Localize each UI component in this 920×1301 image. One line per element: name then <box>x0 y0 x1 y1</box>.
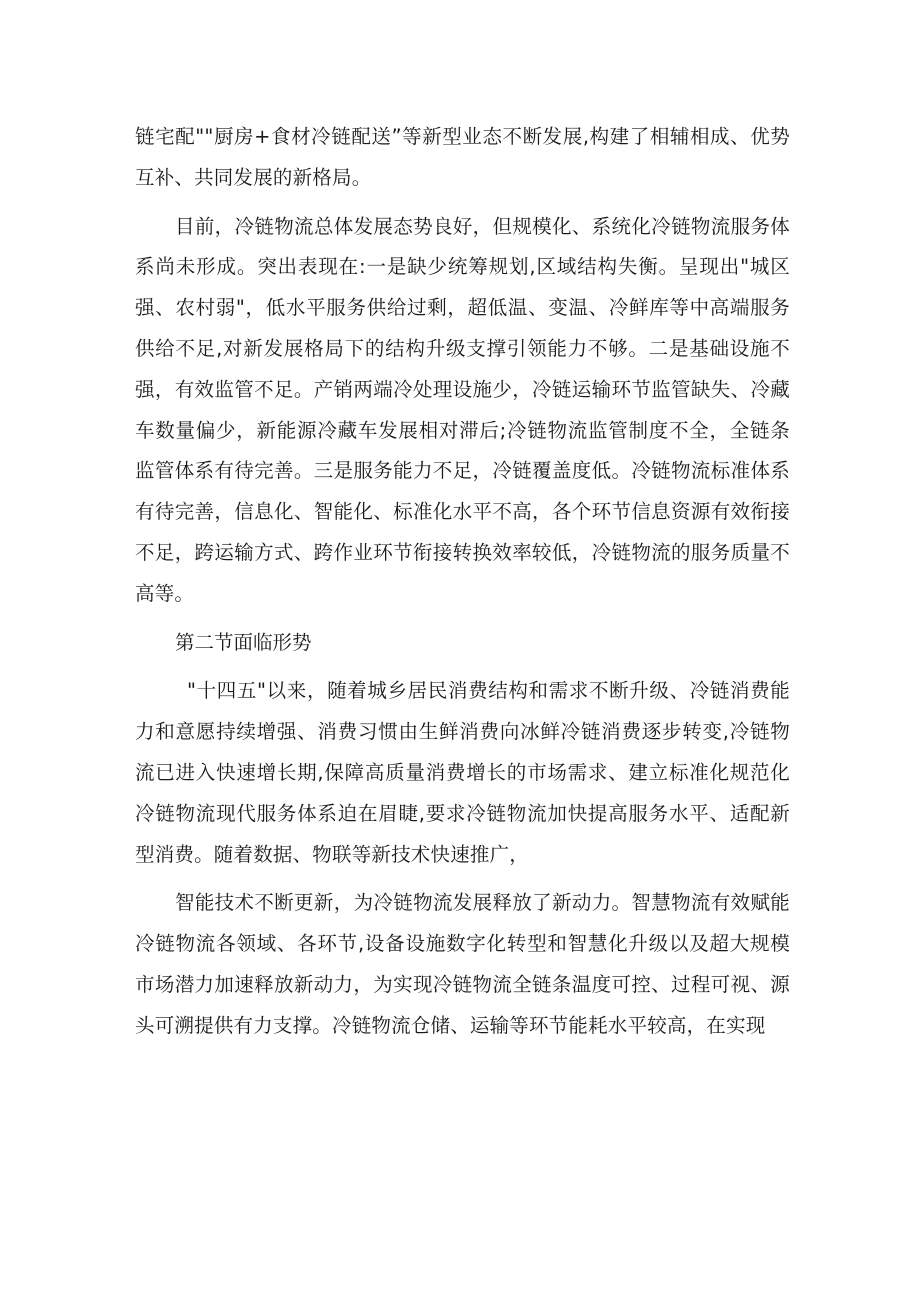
paragraph-current-status: 目前，冷链物流总体发展态势良好，但规模化、系统化冷链物流服务体系尚未形成。突出表现在:一是缺少统筹规划,区域结构失衡。呈现出"城区强、农村弱"，低水平服务供给过剩，超低温、变温、冷鲜库等中高端服务供给不足,对新发展格局下的结构升级支撑引领能力不够。二是基础设施不强，有效监管不足。产销两端冷处理设施少，冷链运输环节监管缺失、冷藏车数量偏少，新能源冷藏车发展相对滞后;冷链物流监管制度不全，全链条监管体系有待完善。三是服务能力不足，冷链覆盖度低。冷链物流标准体系有待完善，信息化、智能化、标准化水平不高，各个环节信息资源有效衔接不足，跨运输方式、跨作业环节衔接转换效率较低，冷链物流的服务质量不高等。 <box>135 214 790 605</box>
paragraph-smart-tech: 智能技术不断更新，为冷链物流发展释放了新动力。智慧物流有效赋能冷链物流各领域、各环节,设备设施数字化转型和智慧化升级以及超大规模市场潜力加速释放新动力，为实现冷链物流全链条温度可控、过程可视、源头可溯提供有力支撑。冷链物流仓储、运输等环节能耗水平较高，在实现 <box>135 891 790 1037</box>
paragraph-situation: "十四五"以来，随着城乡居民消费结构和需求不断升级、冷链消费能力和意愿持续增强、消费习惯由生鲜消费向冰鲜冷链消费逐步转变,冷链物流已进入快速增长期,保障高质量消费增长的市场需求、建立标准化规范化冷链物流现代服务体系迫在眉睫,要求冷链物流加快提高服务水平、适配新型消费。随着数据、物联等新技术快速推广， <box>135 679 790 866</box>
document-page <box>135 117 790 1047</box>
paragraph-gap <box>135 199 790 207</box>
section-heading: 第二节面临形势 <box>175 630 312 654</box>
paragraph-gap <box>135 615 790 623</box>
paragraph-continuation: 链宅配""厨房+食材冷链配送”等新型业态不断发展,构建了相辅相成、优势互补、共同发展的新格局。 <box>135 125 790 189</box>
paragraph-gap <box>135 875 790 883</box>
paragraph-gap <box>135 663 790 671</box>
